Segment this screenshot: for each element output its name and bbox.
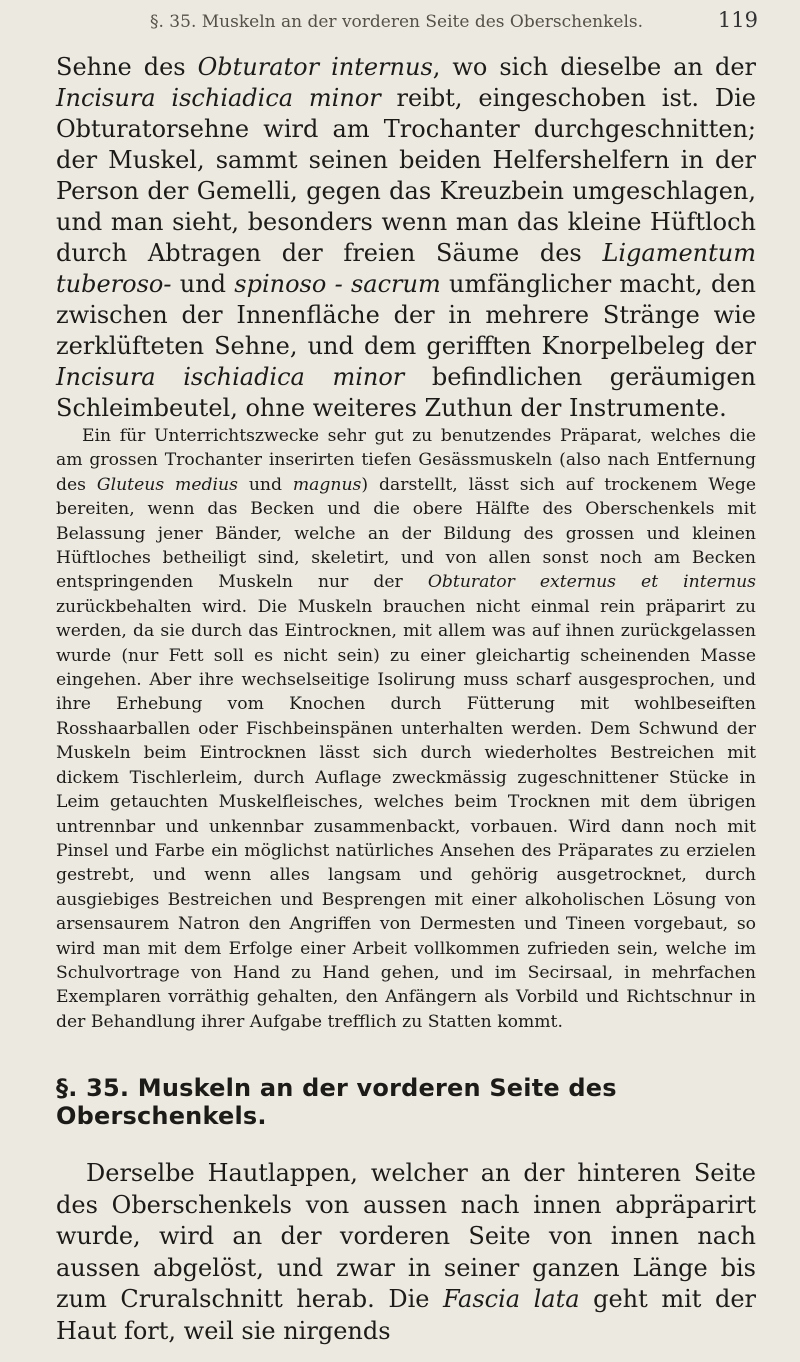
italic-term: Incisura ischiadica minor	[56, 363, 405, 391]
italic-term: Obturator internus	[197, 53, 433, 81]
text-run: und	[171, 270, 235, 298]
running-head-title: §. 35. Muskeln an der vorderen Seite des Oberschenkels.	[150, 12, 644, 32]
paragraph-note-preparation	[56, 424, 756, 1034]
text-run: ) darstellt, lässt sich auf trockenem Wege bereiten, wenn das Becken und die obere Hälfte des Oberschenkels mit Belassung jener Bänder, welche an der Bildung des grossen und kleinen Hüftloches betheiligt sind, skeletirt, und von allen sonst noch am Becken entspringenden Muskeln nur der	[56, 474, 756, 593]
text-run: Derselbe Hautlappen, welcher an der hinteren Seite des Oberschenkels von aussen nach innen abpräparirt wurde, wird an der vorderen Seite von innen nach aussen abgelöst, und zwar in seiner ganzen Länge bis zum Cruralschnitt herab. Die	[56, 1159, 756, 1314]
body-text	[56, 52, 756, 1347]
italic-term: Ligamentum tuberoso-	[56, 239, 756, 298]
italic-term: Gluteus medius	[96, 474, 238, 495]
text-run: zurückbehalten wird. Die Muskeln brauchen nicht einmal rein präparirt zu werden, da sie durch das Eintrocknen, mit allem was auf ihnen zurückgelassen wurde (nur Fett soll es nicht sein) zu einer gleichartig scheinenden Masse eingehen. Aber ihre wechselseitige Isolirung muss scharf ausgesprochen, und ihre Erhebung vom Knochen durch Fütterung mit wohlbeseiften Rosshaarballen oder Fischbeinspänen unterhalten werden. Dem Schwund der Muskeln beim Eintrocknen lässt sich durch wiederholtes Bestreichen mit dickem Tischlerleim, durch Auflage zweckmässig zugeschnittener Stücke in Leim getauchten Muskelfleisches, welches beim Trocknen mit dem übrigen untrennbar und unkennbar zusammenbackt, vorbauen. Wird dann noch mit Pinsel und Farbe ein möglichst natürliches Ansehen des Präparates zu erzielen gestrebt, und wenn alles langsam und gehörig ausgetrocknet, durch ausgiebiges Bestreichen und Besprengen mit einer alkoholischen Lösung von arsensaurem Natron den Angriffen von Dermesten und Tineen vorgebaut, so wird man mit dem Erfolge einer Arbeit vollkommen zufrieden sein, welche im Schulvortrage von Hand zu Hand gehen, und im Secirsaal, in mehrfachen Exemplaren vorräthig gehalten, den Anfängern als Vorbild und Richtschnur in der Behandlung ihrer Aufgabe trefflich zu Statten kommt.	[56, 596, 756, 1032]
page-number: 119	[717, 8, 758, 32]
italic-term: spinoso - sacrum	[234, 270, 441, 298]
text-run: Sehne des	[56, 53, 198, 81]
text-run: umfänglicher macht, den zwischen der Innenfläche der in mehrere Stränge wie zerklüfteten Sehne, und dem gerifften Knorpelbeleg der	[56, 270, 756, 360]
section-heading: §. 35. Muskeln an der vorderen Seite des Oberschenkels.	[56, 1074, 617, 1131]
text-run: befindlichen geräumigen Schleimbeutel, ohne weiteres Zuthun der Instrumente.	[56, 363, 757, 422]
paragraph-section-35	[56, 1158, 756, 1347]
italic-term: Fascia lata	[443, 1285, 580, 1314]
text-run: , wo sich dieselbe an der	[432, 53, 756, 81]
paragraph-continuation	[56, 52, 756, 424]
italic-term: magnus	[292, 474, 362, 495]
text-run: Ein für Unterrichtszwecke sehr gut zu benutzendes Präparat, welches die am grossen Trochanter inserirten tiefen Gesässmuskeln (also nach Entfernung des	[56, 426, 756, 495]
text-run: geht mit der Haut fort, weil sie nirgends	[56, 1285, 756, 1345]
text-run: reibt, eingeschoben ist. Die Obturatorsehne wird am Trochanter durchgeschnitten; der Muskel, sammt seinen beiden Helfershelfern in der Person der Gemelli, gegen das Kreuzbein umgeschlagen, und man sieht, besonders wenn man das kleine Hüftloch durch Abtragen der freien Säume des	[56, 84, 756, 267]
running-head	[150, 8, 758, 32]
italic-term: Incisura ischiadica minor	[56, 84, 381, 112]
text-run: und	[237, 474, 293, 495]
italic-term: Obturator externus et internus	[427, 572, 756, 593]
